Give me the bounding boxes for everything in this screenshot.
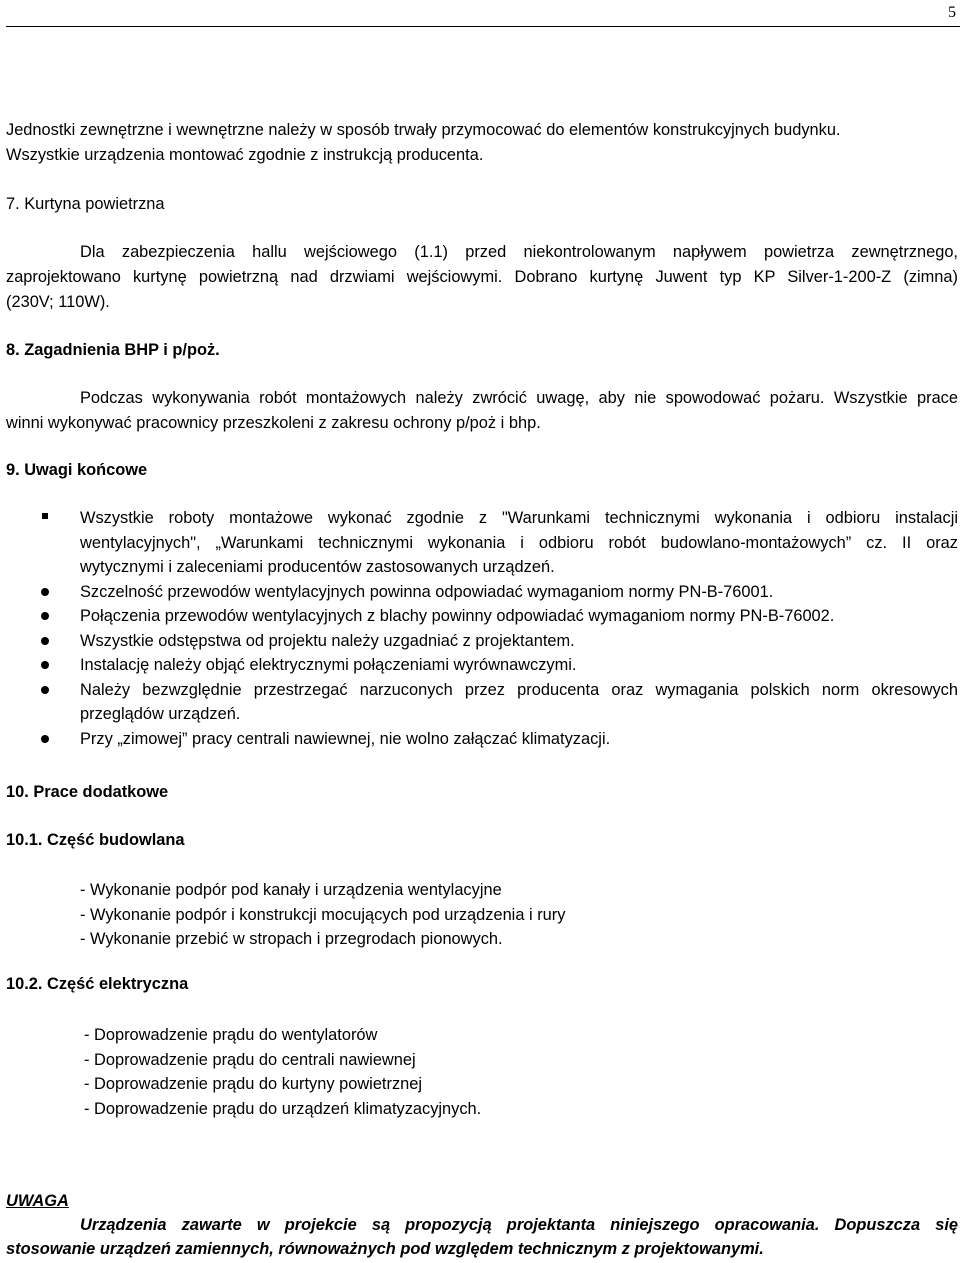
intro-line-2: Wszystkie urządzenia montować zgodnie z instrukcją producenta. (6, 146, 484, 164)
list-item (38, 653, 958, 678)
construction-works-list (80, 878, 565, 952)
list-item-line: przeglądów urządzeń. (80, 705, 241, 723)
section-10-heading: 10. Prace dodatkowe (6, 783, 169, 801)
page-number: 5 (948, 4, 956, 21)
list-item: - Wykonanie podpór pod kanały i urządzenia wentylacyjne (80, 881, 502, 899)
list-item: - Doprowadzenie prądu do centrali nawiewnej (84, 1050, 416, 1069)
section-8-line-2: winni wykonywać pracownicy przeszkoleni z zakresu ochrony p/poż i bhp. (6, 414, 541, 432)
list-item-line: Połączenia przewodów wentylacyjnych z blachy powinny odpowiadać wymaganiom normy PN-B-76002. (80, 607, 835, 625)
list-item: - Wykonanie podpór i konstrukcji mocujących pod urządzenia i rury (80, 905, 566, 924)
section-7-line-1: Dla zabezpieczenia hallu wejściowego (1.1) przed niekontrolowanym napływem powietrza zewnętrznego, (80, 243, 958, 261)
list-item-line: Należy bezwzględnie przestrzegać narzuconych przez producenta oraz wymagania polskich norm okresowych (80, 680, 958, 699)
electrical-works-list (84, 1023, 481, 1121)
note-line-2: stosowanie urządzeń zamiennych, równoważnych pod względem technicznym z projektowanymi. (6, 1240, 764, 1258)
list-item (38, 604, 958, 629)
list-item-line: Szczelność przewodów wentylacyjnych powinna odpowiadać wymaganiom normy PN-B-76001. (80, 582, 774, 601)
list-item (38, 727, 958, 752)
header-rule (6, 26, 960, 27)
list-item (38, 678, 958, 727)
list-item-line: Wszystkie odstępstwa od projektu należy uzgadniać z projektantem. (80, 631, 575, 650)
remarks-list (38, 506, 958, 751)
list-item: - Wykonanie przebić w stropach i przegrodach pionowych. (80, 930, 503, 948)
list-item: - Doprowadzenie prądu do kurtyny powietrznej (84, 1075, 423, 1093)
section-7-line-3: (230V; 110W). (6, 293, 110, 311)
list-item-line: Wszystkie roboty montażowe wykonać zgodnie z "Warunkami technicznymi wykonania i odbioru instalacji (80, 509, 958, 527)
section-10-2-heading: 10.2. Część elektryczna (6, 975, 189, 993)
list-item (38, 629, 958, 654)
section-9-heading: 9. Uwagi końcowe (6, 461, 148, 479)
list-item (38, 580, 958, 605)
section-8-heading: 8. Zagadnienia BHP i p/poż. (6, 341, 220, 359)
list-item: - Doprowadzenie prądu do wentylatorów (84, 1026, 378, 1044)
section-7-heading: 7. Kurtyna powietrzna (6, 195, 165, 213)
list-item: - Doprowadzenie prądu do urządzeń klimatyzacyjnych. (84, 1099, 482, 1118)
list-item-line: Przy „zimowej” pracy centrali nawiewnej, nie wolno załączać klimatyzacji. (80, 729, 611, 748)
note-heading: UWAGA (6, 1192, 69, 1210)
list-item-line: Instalację należy objąć elektrycznymi połączeniami wyrównawczymi. (80, 656, 577, 674)
list-item-line: wentylacyjnych", „Warunkami technicznymi wykonania i odbioru robót budowlano-montażowych” cz. II oraz (80, 533, 958, 552)
section-7-line-2: zaprojektowano kurtynę powietrzną nad drzwiami wejściowymi. Dobrano kurtynę Juwent typ KP Silver-1-200-Z (zimna) (6, 268, 958, 286)
section-8-line-1: Podczas wykonywania robót montażowych należy zwrócić uwagę, aby nie spowodować pożaru. Wszystkie prace (80, 389, 958, 407)
intro-line-1: Jednostki zewnętrzne i wewnętrzne należy w sposób trwały przymocować do elementów konstrukcyjnych budynku. (6, 121, 841, 139)
list-item (38, 506, 958, 580)
list-item-line: wytycznymi i zaleceniami producentów zastosowanych urządzeń. (80, 558, 555, 576)
section-10-1-heading: 10.1. Część budowlana (6, 831, 185, 849)
note-line-1: Urządzenia zawarte w projekcie są propozycją projektanta niniejszego opracowania. Dopuszcza się (80, 1216, 958, 1234)
